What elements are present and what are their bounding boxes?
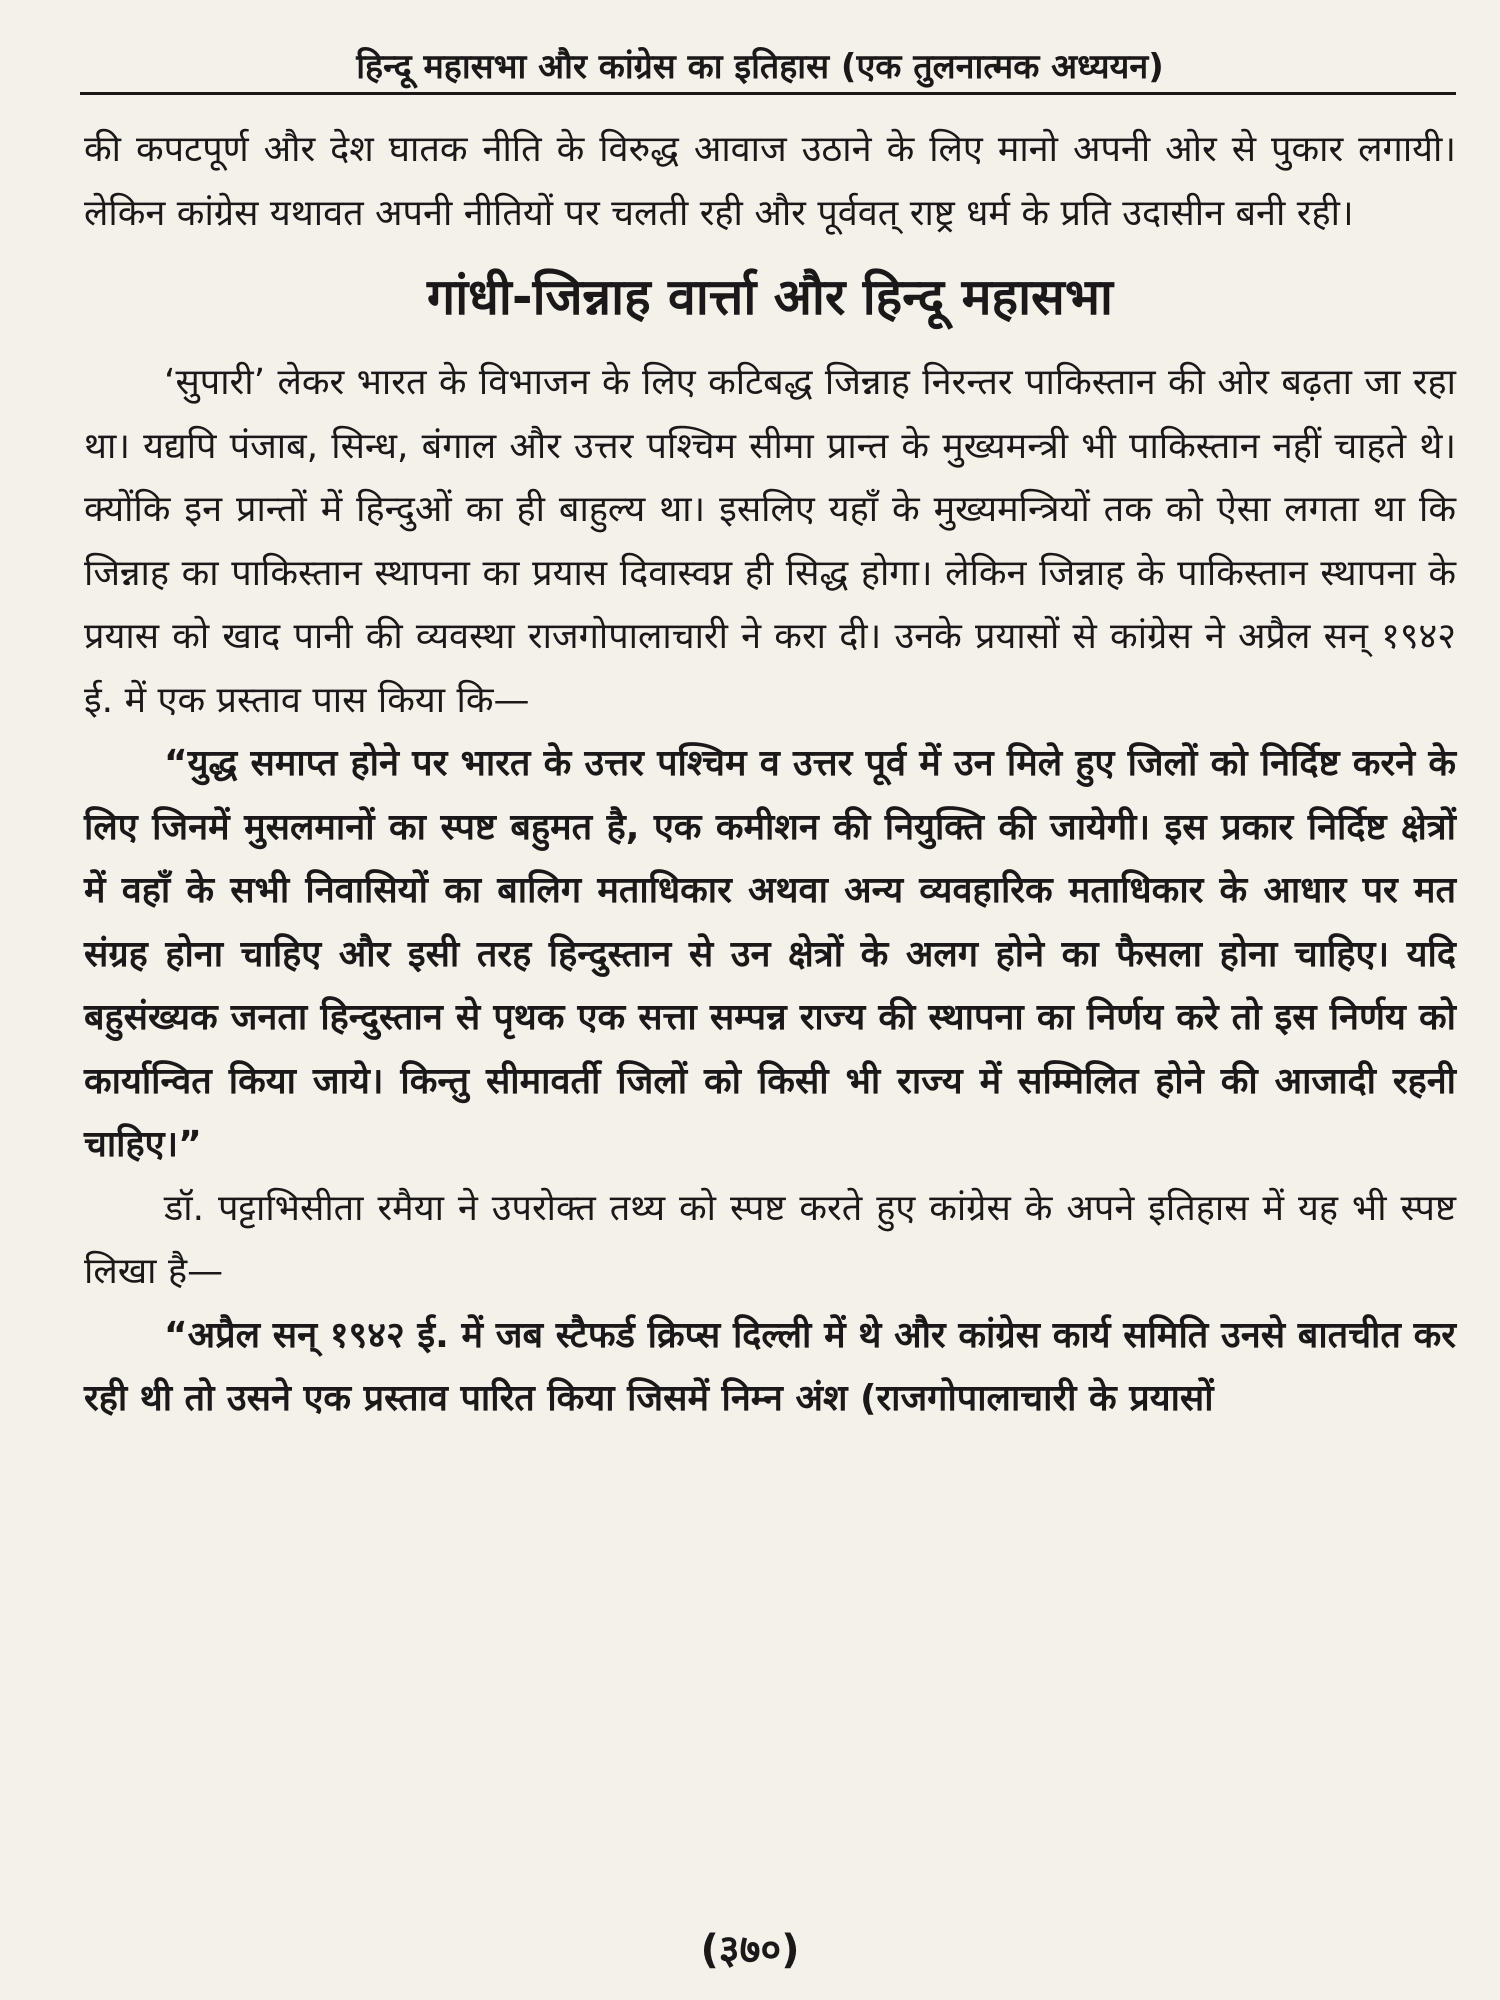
intro-continuation-paragraph: की कपटपूर्ण और देश घातक नीति के विरुद्ध आवाज उठाने के लिए मानो अपनी ओर से पुकार लगायी। लेकिन कांग्रेस यथावत अपनी नीतियों पर चलती रही और पूर्ववत् राष्ट्र धर्म के प्रति उदासीन बनी रही। — [84, 129, 1456, 234]
cripps-quote: “अप्रैल सन् १९४२ ई. में जब स्टैफर्ड क्रिप्स दिल्ली में थे और कांग्रेस कार्य समिति उनसे बातचीत कर रही थी तो उसने एक प्रस्ताव पारित किया जिसमें निम्न अंश (राजगोपालाचारी के प्रयासों — [84, 1314, 1456, 1419]
resolution-quote: “युद्ध समाप्त होने पर भारत के उत्तर पश्चिम व उत्तर पूर्व में उन मिले हुए जिलों को निर्दिष्ट करने के लिए जिनमें मुसलमानों का स्पष्ट बहुमत है, एक कमीशन की नियुक्ति की जायेगी। इस प्रकार निर्दिष्ट क्षेत्रों में वहाँ के सभी निवासियों का बालिग मताधिकार अथवा अन्य व्यवहारिक मताधिकार के आधार पर मत संग्रह होना चाहिए और इसी तरह हिन्दुस्तान से उन क्षेत्रों के अलग होने का फैसला होना चाहिए। यदि बहुसंख्यक जनता हिन्दुस्तान से पृथक एक सत्ता सम्पन्न राज्य की स्थापना का निर्णय करे तो इस निर्णय को कार्यान्वित किया जाये। किन्तु सीमावर्ती जिलों को किसी भी राज्य में सम्मिलित होने की आजादी रहनी चाहिए।” — [84, 743, 1456, 1165]
section-heading: गांधी-जिन्नाह वार्त्ता और हिन्दू महासभा — [427, 268, 1113, 326]
body-text — [84, 118, 1456, 1431]
running-header: हिन्दू महासभा और कांग्रेस का इतिहास (एक तुलनात्मक अध्ययन) — [356, 47, 1164, 87]
header-divider — [80, 92, 1456, 95]
pattabhi-paragraph: डॉ. पट्टाभिसीता रमैया ने उपरोक्त तथ्य को स्पष्ट करते हुए कांग्रेस के अपने इतिहास में यह भी स्पष्ट लिखा है— — [84, 1187, 1456, 1292]
supari-paragraph: ‘सुपारी’ लेकर भारत के विभाजन के लिए कटिबद्ध जिन्नाह निरन्तर पाकिस्तान की ओर बढ़ता जा रहा था। यद्यपि पंजाब, सिन्ध, बंगाल और उत्तर पश्चिम सीमा प्रान्त के मुख्यमन्त्री भी पाकिस्तान नहीं चाहते थे। क्योंकि इन प्रान्तों में हिन्दुओं का ही बाहुल्य था। इसलिए यहाँ के मुख्यमन्त्रियों तक को ऐसा लगता था कि जिन्नाह का पाकिस्तान स्थापना का प्रयास दिवास्वप्न ही सिद्ध होगा। लेकिन जिन्नाह के पाकिस्तान स्थापना के प्रयास को खाद पानी की व्यवस्था राजगोपालाचारी ने करा दी। उनके प्रयासों से कांग्रेस ने अप्रैल सन् १९४२ ई. में एक प्रस्ताव पास किया कि— — [84, 362, 1456, 721]
page-number: (३७०) — [700, 1927, 800, 1973]
